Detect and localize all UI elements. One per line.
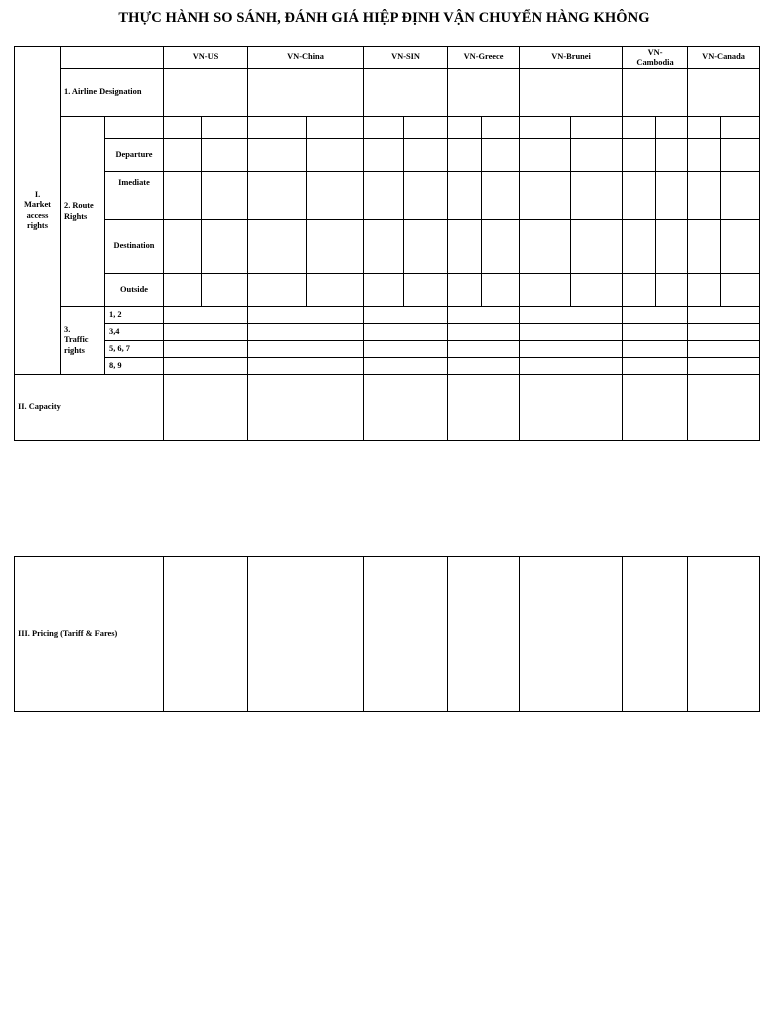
capacity-label: II. Capacity — [15, 375, 164, 441]
pricing-table — [14, 556, 760, 712]
route-destination-label: Destination — [105, 220, 164, 274]
route-subheader-row — [15, 117, 760, 139]
route-departure-label: Departure — [105, 139, 164, 172]
airline-designation-row — [15, 69, 760, 117]
header-row — [15, 47, 760, 69]
pricing-row — [15, 557, 760, 712]
route-row — [15, 172, 760, 220]
market-access-rights-label: I. Market access rights — [15, 47, 61, 375]
page-title: THỰC HÀNH SO SÁNH, ĐÁNH GIÁ HIỆP ĐỊNH VẬN CHUYỂN HÀNG KHÔNG — [118, 10, 650, 26]
col-header-china: VN-China — [248, 47, 364, 69]
route-imediate-label: Imediate — [105, 172, 164, 220]
col-header-sin: VN-SIN — [364, 47, 448, 69]
capacity-table — [14, 374, 760, 441]
col-header-cambodia: VN- Cambodia — [623, 47, 688, 69]
route-row — [15, 274, 760, 307]
route-rights-label: 2. Route Rights — [61, 117, 105, 307]
col-header-us: VN-US — [164, 47, 248, 69]
traffic-row — [15, 341, 760, 358]
pricing-label: III. Pricing (Tariff & Fares) — [15, 557, 164, 712]
traffic-freedom-1-2: 1, 2 — [105, 307, 164, 324]
header-blank-cell — [61, 47, 164, 69]
col-header-canada: VN-Canada — [688, 47, 760, 69]
col-header-greece: VN-Greece — [448, 47, 520, 69]
traffic-freedom-8-9: 8, 9 — [105, 358, 164, 375]
traffic-row — [15, 307, 760, 324]
agreement-comparison-table — [14, 46, 760, 375]
traffic-freedom-5-6-7: 5, 6, 7 — [105, 341, 164, 358]
airline-designation-label: 1. Airline Designation — [61, 69, 164, 117]
traffic-row — [15, 324, 760, 341]
capacity-row — [15, 375, 760, 441]
route-row — [15, 139, 760, 172]
route-row — [15, 220, 760, 274]
route-outside-label: Outside — [105, 274, 164, 307]
col-header-brunei: VN-Brunei — [520, 47, 623, 69]
traffic-rights-label: 3. Traffic rights — [61, 307, 105, 375]
traffic-row — [15, 358, 760, 375]
traffic-freedom-3-4: 3,4 — [105, 324, 164, 341]
